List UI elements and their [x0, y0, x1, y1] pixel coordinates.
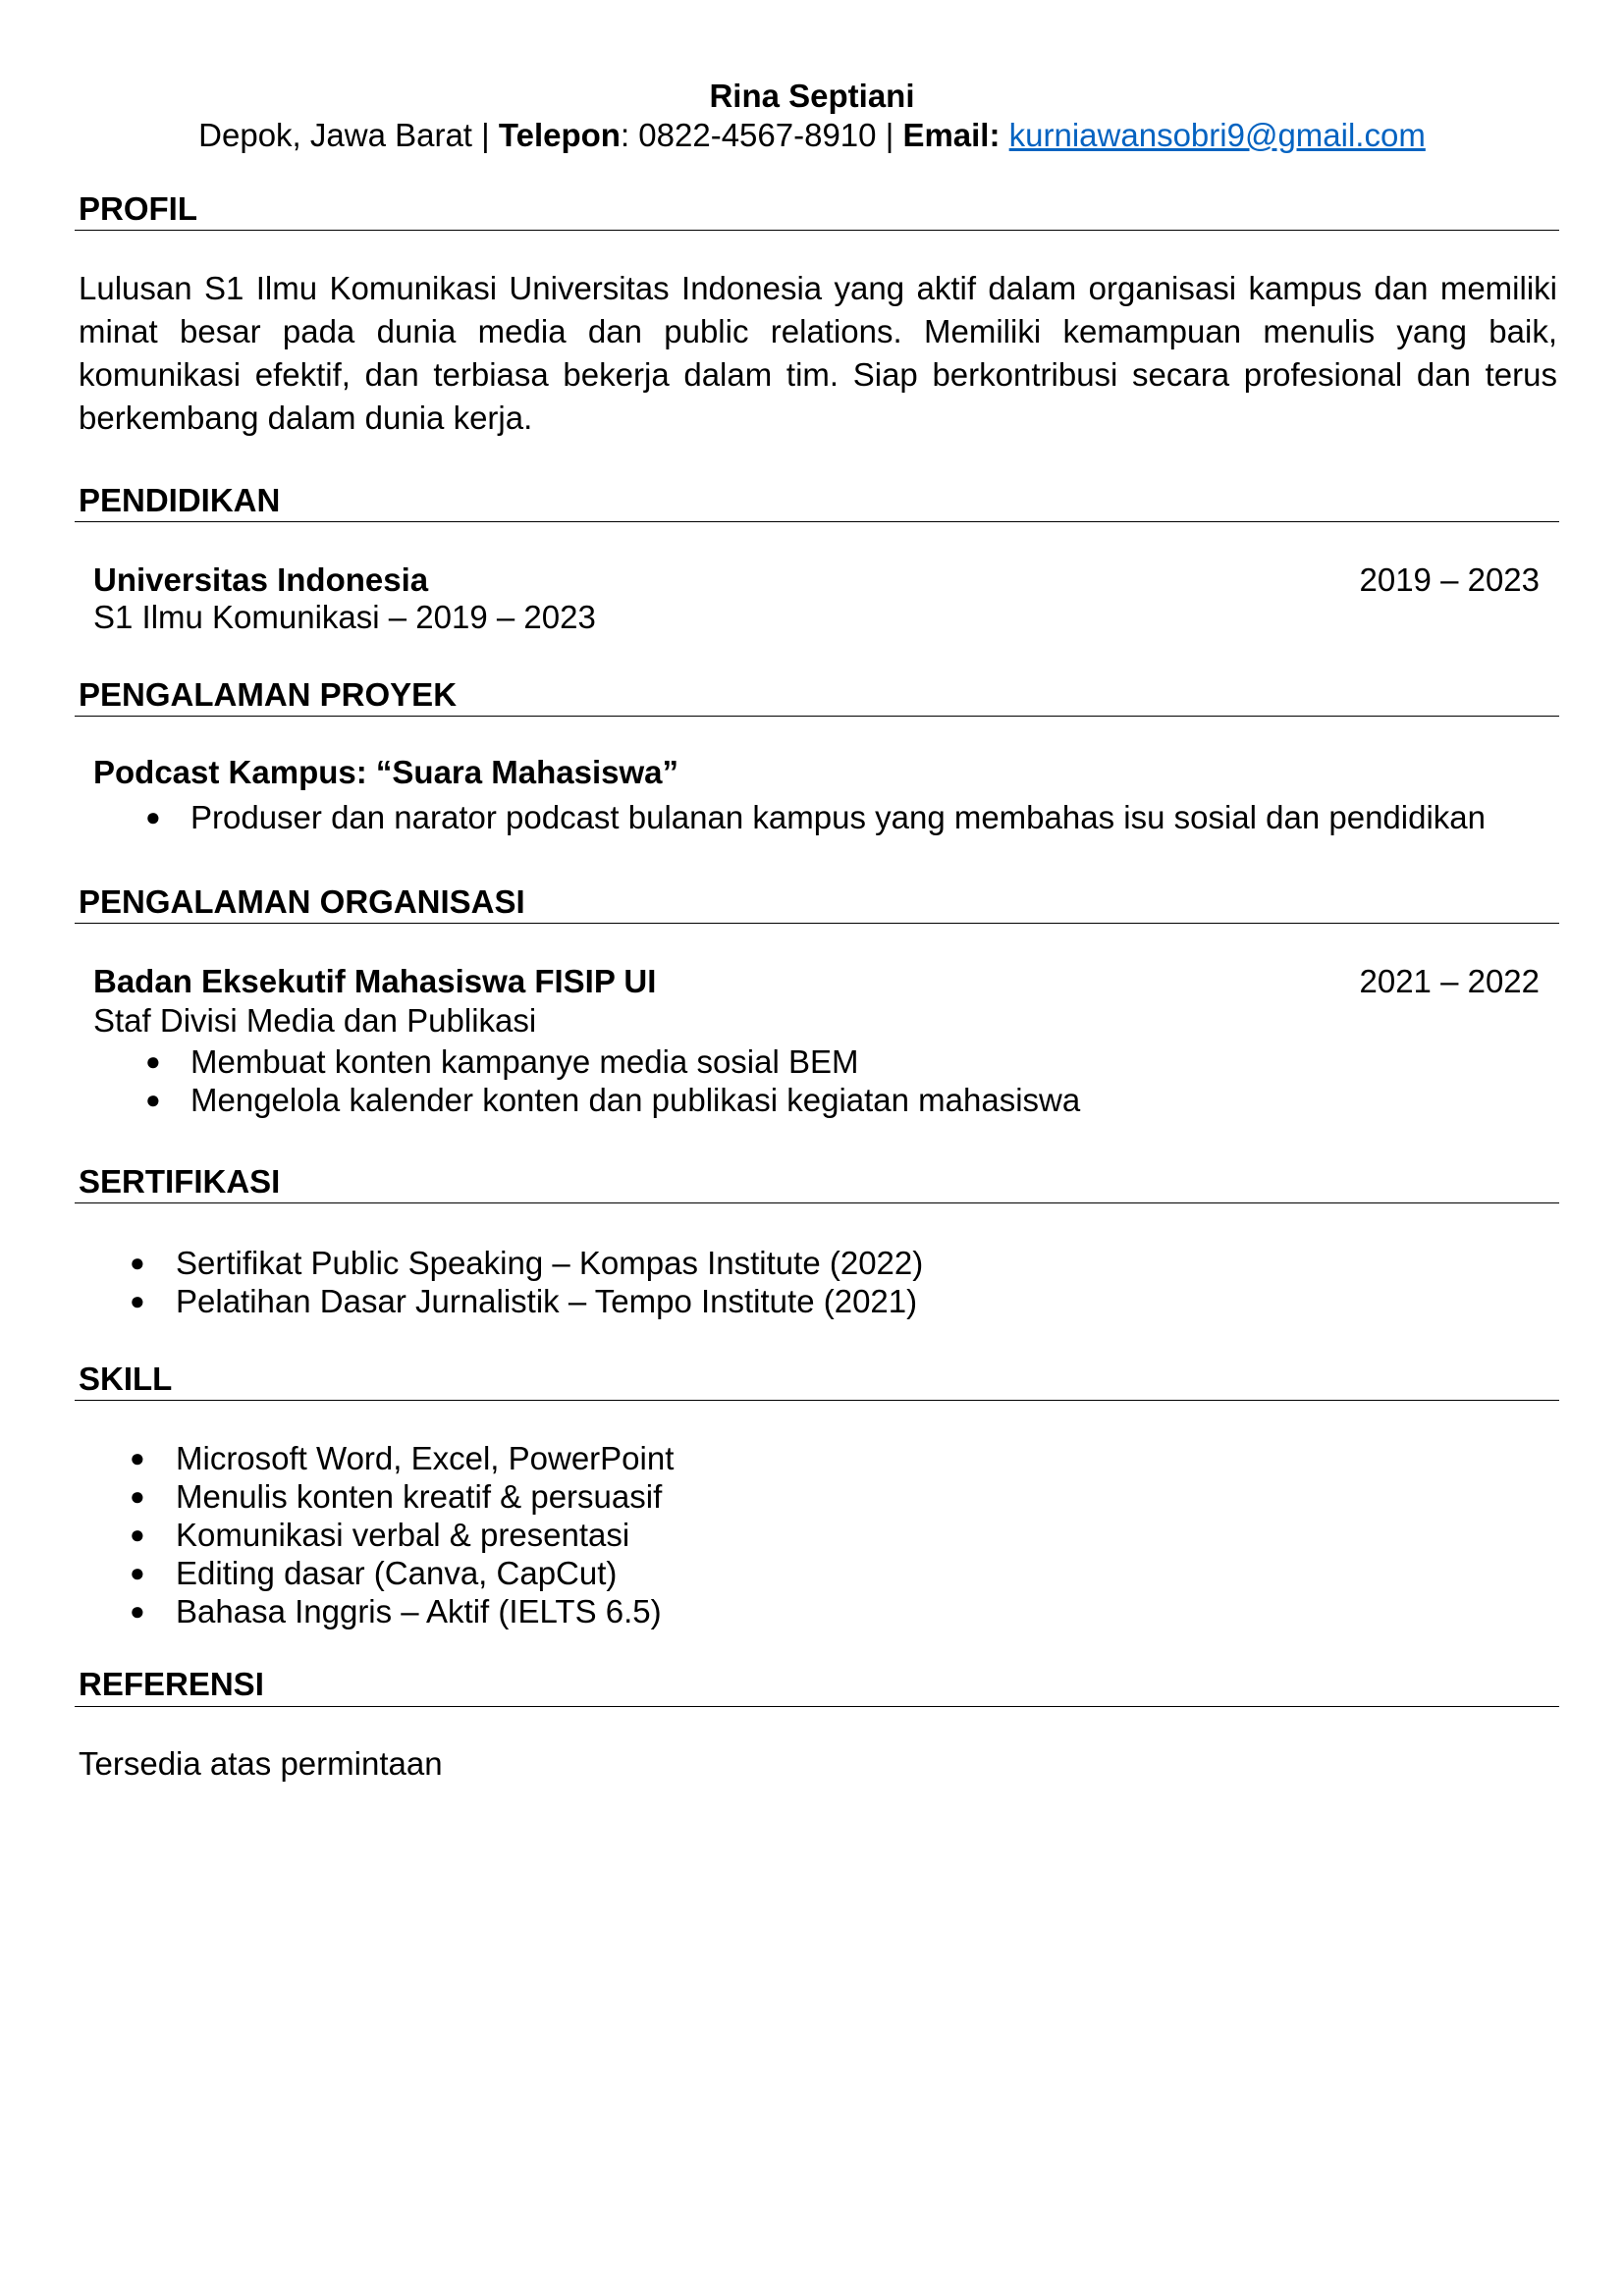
- education-degree: S1 Ilmu Komunikasi – 2019 – 2023: [93, 599, 596, 635]
- bullet-icon: ●: [145, 1085, 161, 1114]
- bullet-icon: ●: [130, 1596, 145, 1626]
- section-divider: [75, 230, 1559, 231]
- bullet-icon: ●: [130, 1286, 145, 1315]
- phone-value: 0822-4567-8910: [638, 117, 877, 153]
- resume-header: [0, 77, 1624, 155]
- section-title: SKILL: [79, 1361, 173, 1397]
- section-divider: [75, 1202, 1559, 1203]
- bullet-icon: ●: [130, 1248, 145, 1277]
- organization-bullets: [145, 1042, 1081, 1119]
- section-divider: [75, 716, 1559, 717]
- organization-role: Staf Divisi Media dan Publikasi: [93, 1002, 537, 1039]
- contact-line: Depok, Jawa Barat | Telepon: 0822-4567-8910 | Email: kurniawansobri9@gmail.com: [198, 117, 1426, 153]
- project-title: Podcast Kampus: “Suara Mahasiswa”: [93, 754, 679, 790]
- separator: |: [481, 117, 490, 153]
- section-title: SERTIFIKASI: [79, 1163, 281, 1200]
- list-item: ● Membuat konten kampanye media sosial BEM: [145, 1043, 859, 1080]
- bullet-icon: ●: [130, 1520, 145, 1549]
- section-divider: [75, 521, 1559, 522]
- bullet-icon: ●: [130, 1481, 145, 1511]
- bullet-icon: ●: [130, 1443, 145, 1472]
- separator: |: [885, 117, 894, 153]
- section-title: PENGALAMAN PROYEK: [79, 676, 458, 713]
- education-date: 2019 – 2023: [1359, 561, 1540, 598]
- section-title: PENDIDIKAN: [79, 482, 281, 518]
- list-item: ● Editing dasar (Canva, CapCut): [130, 1555, 618, 1591]
- list-item: ● Komunikasi verbal & presentasi: [130, 1517, 630, 1553]
- bullet-icon: ●: [130, 1558, 145, 1587]
- section-divider: [75, 923, 1559, 924]
- organization-name: Badan Eksekutif Mahasiswa FISIP UI: [93, 963, 657, 999]
- section-title: PROFIL: [79, 190, 197, 227]
- skill-list: [130, 1439, 675, 1630]
- education-institution: Universitas Indonesia: [93, 561, 429, 598]
- section-divider: [75, 1706, 1559, 1707]
- section-title: REFERENSI: [79, 1666, 264, 1702]
- list-item: ● Pelatihan Dasar Jurnalistik – Tempo Institute (2021): [130, 1283, 918, 1319]
- email-link[interactable]: kurniawansobri9@gmail.com: [1008, 117, 1426, 153]
- list-item: ● Bahasa Inggris – Aktif (IELTS 6.5): [130, 1593, 662, 1629]
- list-item: ● Menulis konten kreatif & persuasif: [130, 1478, 663, 1515]
- organization-date: 2021 – 2022: [1359, 963, 1540, 999]
- certification-list: [130, 1244, 924, 1320]
- bullet-icon: ●: [145, 1046, 161, 1076]
- section-divider: [75, 1400, 1559, 1401]
- candidate-name: Rina Septiani: [709, 78, 915, 114]
- bullet-icon: ●: [145, 802, 161, 831]
- project-bullets: [145, 798, 1487, 836]
- list-item: ● Microsoft Word, Excel, PowerPoint: [130, 1440, 675, 1476]
- profile-summary: Lulusan S1 Ilmu Komunikasi Universitas Indonesia yang aktif dalam organisasi kampus dan memiliki minat besar pada dunia media dan public relations. Memiliki kemampuan menulis yang baik, komunikasi efektif, dan terbiasa bekerja dalam tim. Siap berkontribusi secara profesional dan terus berkembang dalam dunia kerja.: [79, 270, 1557, 436]
- section-title: PENGALAMAN ORGANISASI: [79, 883, 525, 920]
- list-item: ● Sertifikat Public Speaking – Kompas Institute (2022): [130, 1245, 924, 1281]
- phone-label: Telepon: [498, 117, 621, 153]
- list-item: ● Produser dan narator podcast bulanan kampus yang membahas isu sosial dan pendidikan: [145, 799, 1487, 835]
- references-text: Tersedia atas permintaan: [79, 1745, 443, 1782]
- list-item: ● Mengelola kalender konten dan publikasi kegiatan mahasiswa: [145, 1082, 1081, 1118]
- location-text: Depok, Jawa Barat: [198, 117, 472, 153]
- email-label: Email:: [902, 117, 1001, 153]
